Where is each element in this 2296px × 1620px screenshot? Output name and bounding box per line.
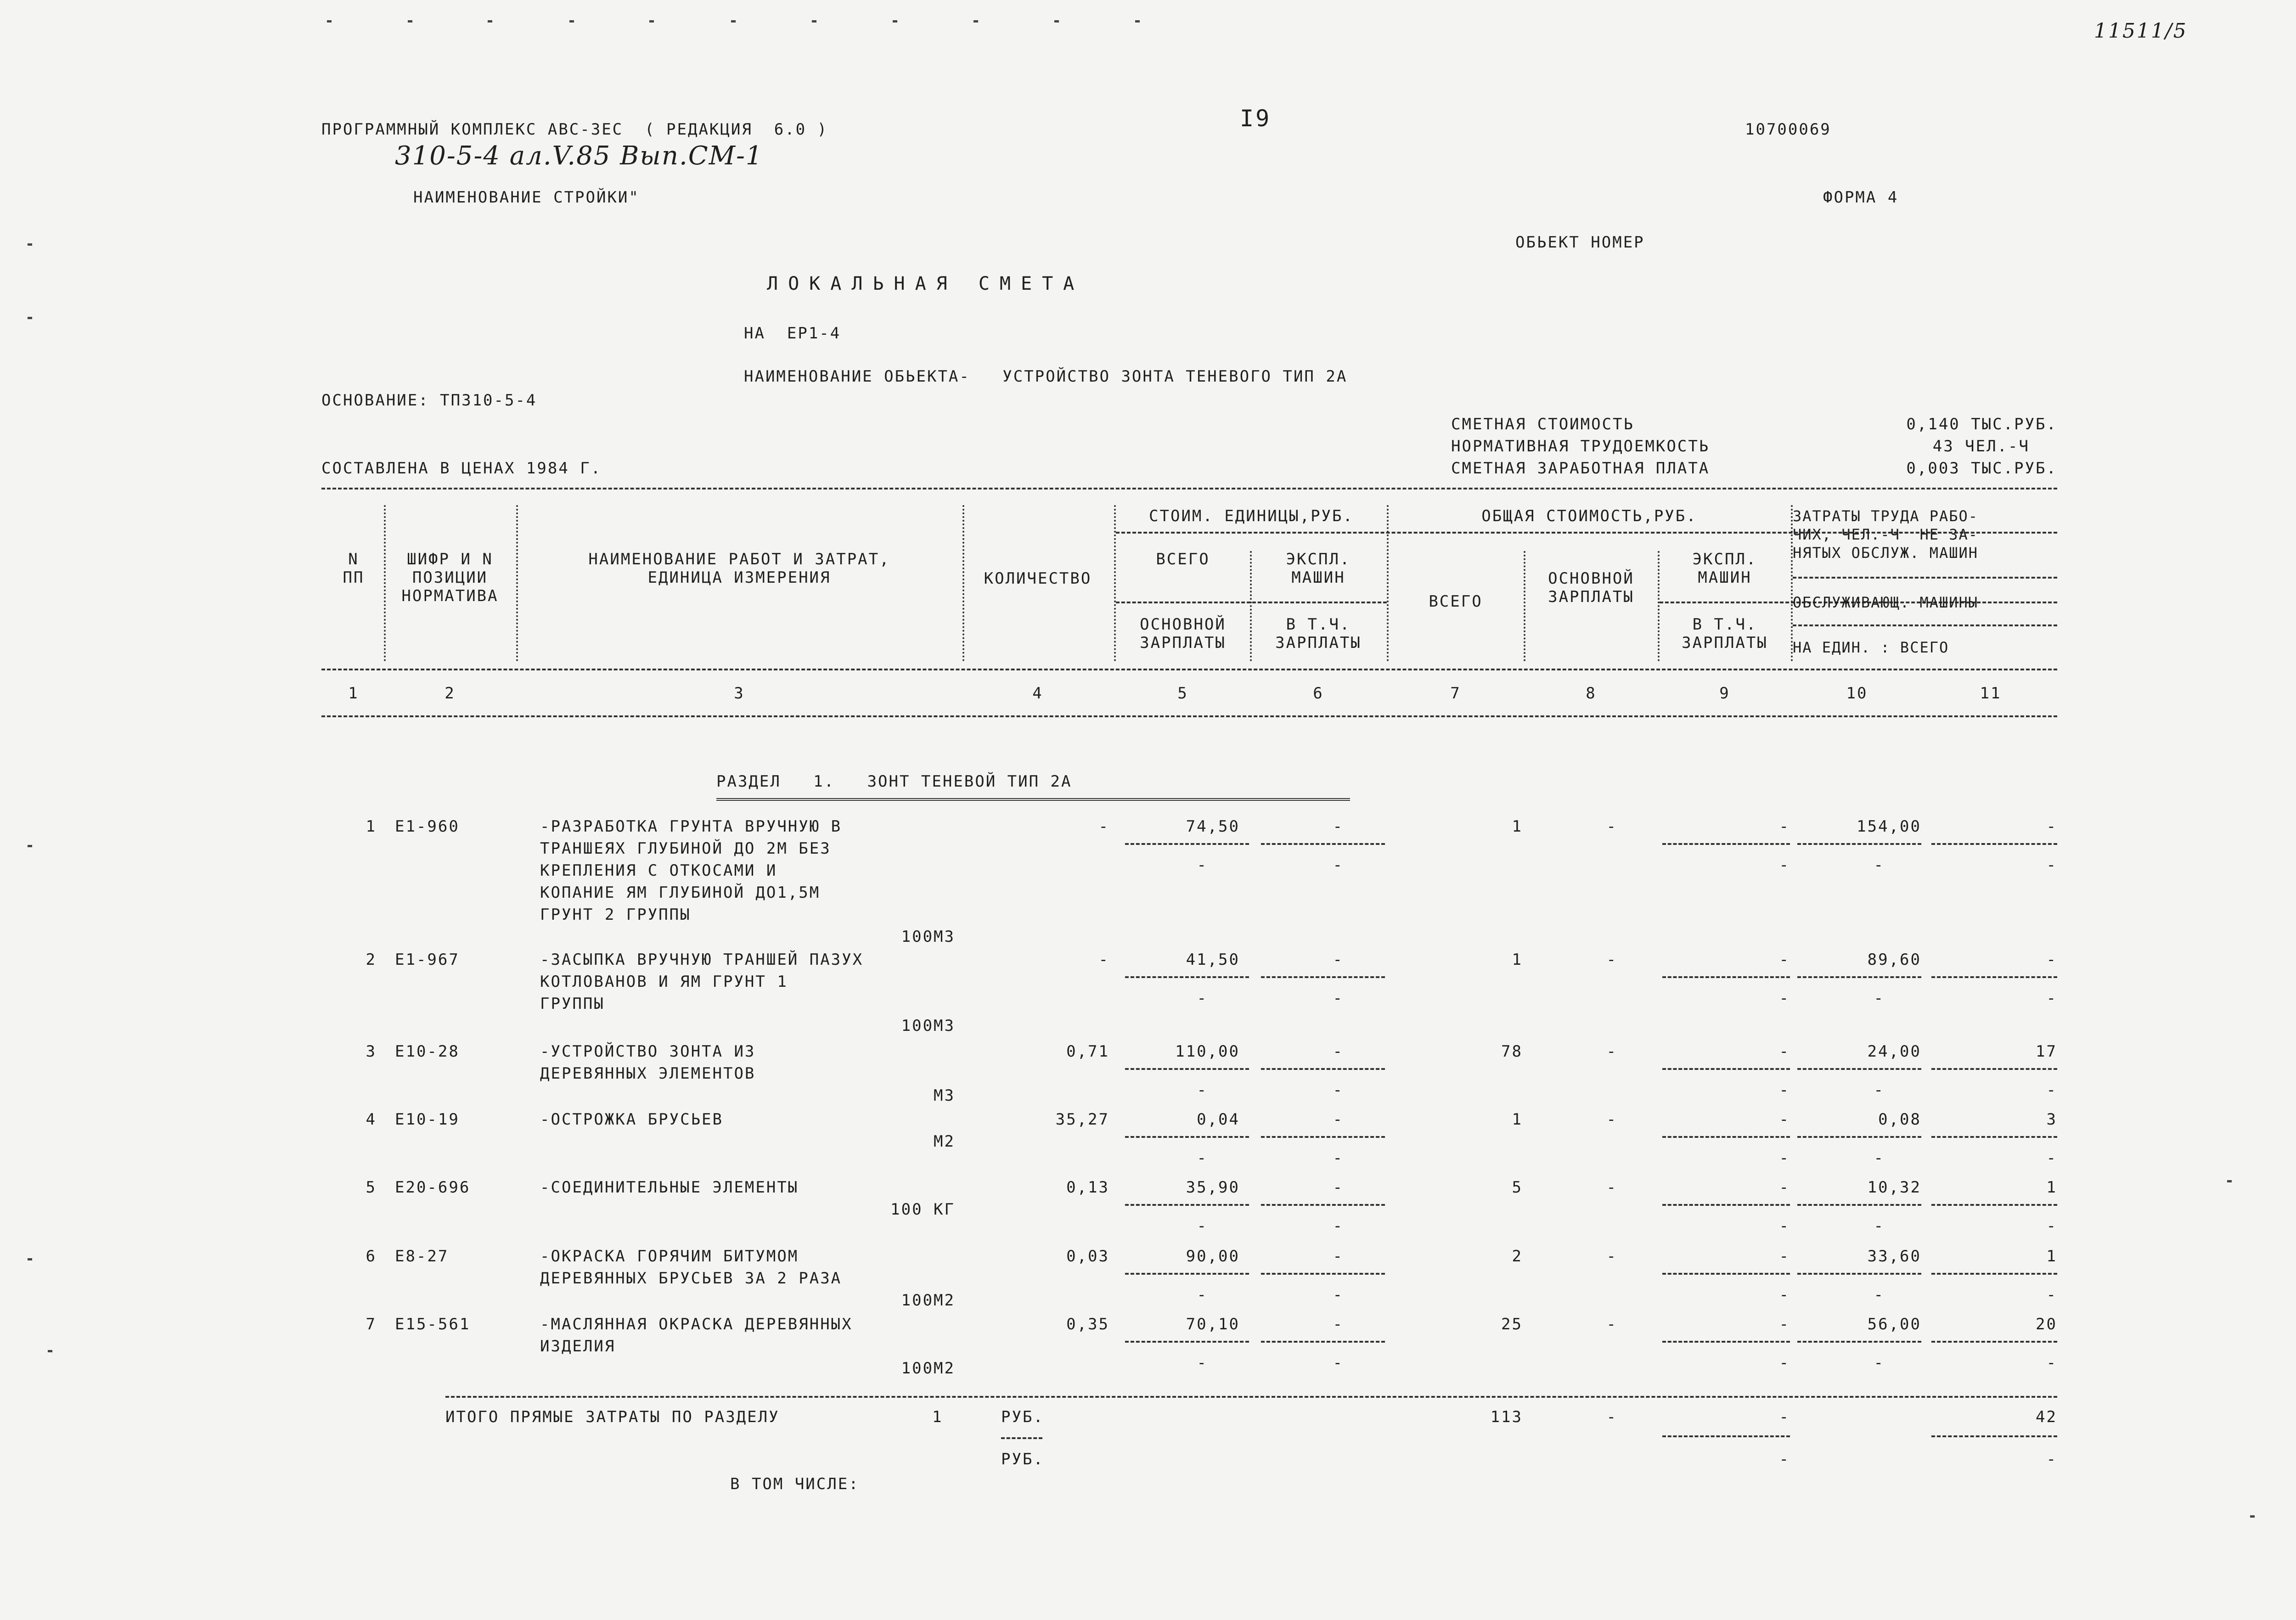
row-name-line: ИЗДЕЛИЯ — [540, 1337, 616, 1356]
row-unit-machines: - — [1333, 1042, 1344, 1061]
row-labor-total: 3 — [2046, 1110, 2057, 1129]
table-top-rule — [321, 488, 2057, 489]
row-name-line: -ЗАСЫПКА ВРУЧНУЮ ТРАНШЕЙ ПАЗУХ — [540, 951, 864, 969]
row-labor-rule — [1797, 843, 1921, 845]
row-machines-wage: - — [1779, 1217, 1790, 1235]
row-unit-rule — [1261, 1136, 1385, 1138]
row-unit-rule — [1261, 1204, 1385, 1206]
row-unit-total: 0,04 — [1197, 1110, 1240, 1129]
row-unit-rule — [1125, 1068, 1249, 1070]
summary-value: 43 ЧЕЛ.-Ч — [1932, 437, 2030, 456]
totals-total: 113 — [1490, 1408, 1523, 1426]
row-name-line: -РАЗРАБОТКА ГРУНТА ВРУЧНУЮ В — [540, 817, 842, 836]
row-unit-base-wage: - — [1197, 1354, 1208, 1372]
column-number: 11 — [1980, 684, 2002, 703]
header-total-machines: ЭКСПЛ. МАШИН — [1692, 550, 1757, 587]
summary-label: СМЕТНАЯ ЗАРАБОТНАЯ ПЛАТА — [1451, 459, 1710, 478]
row-base-wage: - — [1606, 951, 1617, 969]
row-name-line: -УСТРОЙСТВО ЗОНТА ИЗ — [540, 1042, 756, 1061]
row-number: 5 — [366, 1178, 377, 1197]
row-code: Е20-696 — [395, 1178, 471, 1197]
row-labor-rule — [1797, 1341, 1921, 1343]
row-unit-incl-wage: - — [1333, 1149, 1344, 1167]
row-unit: 100М3 — [901, 1017, 955, 1035]
row-unit-machines: - — [1333, 817, 1344, 836]
row-number: 1 — [366, 817, 377, 836]
row-machines: - — [1779, 1247, 1790, 1266]
basis: ОСНОВАНИЕ: ТП310-5-4 — [321, 391, 537, 410]
row-unit-total: 35,90 — [1186, 1178, 1240, 1197]
row-name-line: КРЕПЛЕНИЯ С ОТКОСАМИ И — [540, 861, 777, 880]
form-label: ФОРМА 4 — [1823, 188, 1899, 207]
row-unit-rule — [1261, 1068, 1385, 1070]
header-unit-machines: ЭКСПЛ. МАШИН — [1286, 550, 1351, 587]
row-unit-incl-wage: - — [1333, 1217, 1344, 1235]
row-labor-unit-machines: - — [1874, 989, 1885, 1007]
row-name-line: ДЕРЕВЯННЫХ БРУСЬЕВ ЗА 2 РАЗА — [540, 1269, 842, 1288]
row-unit-rule — [1261, 843, 1385, 845]
column-number: 9 — [1719, 684, 1730, 703]
row-name-line: ДЕРЕВЯННЫХ ЭЛЕМЕНТОВ — [540, 1064, 756, 1083]
row-labor-unit: 33,60 — [1867, 1247, 1921, 1266]
row-quantity: 0,35 — [1066, 1315, 1109, 1333]
row-name-line: -ОКРАСКА ГОРЯЧИМ БИТУМОМ — [540, 1247, 799, 1266]
row-total: 1 — [1512, 1110, 1523, 1129]
row-unit-rule — [1125, 1136, 1249, 1138]
row-total: 78 — [1501, 1042, 1523, 1061]
row-labor-unit: 89,60 — [1867, 951, 1921, 969]
row-name-line: КОТЛОВАНОВ И ЯМ ГРУНТ 1 — [540, 973, 788, 991]
row-labor-rule — [1931, 843, 2057, 845]
row-unit-rule — [1125, 1204, 1249, 1206]
row-unit-incl-wage: - — [1333, 1354, 1344, 1372]
construction-name-label: НАИМЕНОВАНИЕ СТРОЙКИ" — [413, 188, 640, 207]
column-separator — [1387, 505, 1389, 661]
row-code: Е1-960 — [395, 817, 460, 836]
row-labor-rule — [1931, 1204, 2057, 1206]
column-number: 6 — [1313, 684, 1324, 703]
row-number: 3 — [366, 1042, 377, 1061]
row-total: 2 — [1512, 1247, 1523, 1266]
row-labor-total-machines: - — [2046, 989, 2057, 1007]
totals-labor-machines: - — [2046, 1450, 2057, 1468]
row-labor-rule — [1797, 1068, 1921, 1070]
row-unit-rule — [1125, 1341, 1249, 1343]
row-base-wage: - — [1606, 1315, 1617, 1333]
row-name-line: ГРУНТ 2 ГРУППЫ — [540, 906, 691, 924]
row-labor-unit-machines: - — [1874, 1286, 1885, 1304]
column-number: 3 — [734, 684, 745, 703]
summary-value: 0,140 ТЫС.РУБ. — [1906, 415, 2057, 433]
totals-currency-wage: РУБ. — [1001, 1450, 1044, 1468]
price-basis: СОСТАВЛЕНА В ЦЕНАХ 1984 Г. — [321, 459, 602, 478]
row-unit-rule — [1125, 1273, 1249, 1275]
including-label: В ТОМ ЧИСЛЕ: — [730, 1475, 860, 1493]
row-labor-rule — [1931, 1068, 2057, 1070]
row-machines-rule — [1662, 843, 1790, 845]
row-name-line: -МАСЛЯННАЯ ОКРАСКА ДЕРЕВЯННЫХ — [540, 1315, 853, 1333]
row-unit-rule — [1261, 1341, 1385, 1343]
corner-mark: 11511/5 — [2094, 19, 2188, 43]
row-labor-rule — [1797, 976, 1921, 978]
row-machines-rule — [1662, 1068, 1790, 1070]
column-number: 2 — [445, 684, 456, 703]
row-base-wage: - — [1606, 1247, 1617, 1266]
row-unit: 100М2 — [901, 1291, 955, 1310]
row-base-wage: - — [1606, 1042, 1617, 1061]
row-quantity: - — [1098, 951, 1109, 969]
row-unit-rule — [1125, 843, 1249, 845]
row-number: 6 — [366, 1247, 377, 1266]
header-col-quantity: КОЛИЧЕСТВО — [984, 569, 1092, 588]
row-labor-unit: 56,00 — [1867, 1315, 1921, 1333]
totals-labor-rule — [1931, 1435, 2057, 1437]
row-name-line: -ОСТРОЖКА БРУСЬЕВ — [540, 1110, 723, 1129]
row-machines: - — [1779, 1315, 1790, 1333]
row-labor-total: 17 — [2036, 1042, 2057, 1061]
row-unit: М3 — [934, 1086, 955, 1105]
totals-rule — [445, 1396, 2057, 1398]
row-name-line: ГРУППЫ — [540, 995, 605, 1013]
row-unit-incl-wage: - — [1333, 1081, 1344, 1099]
row-code: Е1-967 — [395, 951, 460, 969]
row-labor-rule — [1797, 1204, 1921, 1206]
page-number: I9 — [1240, 105, 1272, 132]
row-code: Е15-561 — [395, 1315, 471, 1333]
totals-currency-rule — [1001, 1437, 1042, 1439]
row-unit-machines: - — [1333, 951, 1344, 969]
row-name-line: -СОЕДИНИТЕЛЬНЫЕ ЭЛЕМЕНТЫ — [540, 1178, 799, 1197]
row-machines: - — [1779, 1042, 1790, 1061]
row-unit-rule — [1125, 976, 1249, 978]
row-unit-total: 70,10 — [1186, 1315, 1240, 1333]
row-base-wage: - — [1606, 1110, 1617, 1129]
row-number: 2 — [366, 951, 377, 969]
row-labor-unit: 24,00 — [1867, 1042, 1921, 1061]
header-total-base-wage: ОСНОВНОЙ ЗАРПЛАТЫ — [1548, 569, 1634, 606]
row-base-wage: - — [1606, 817, 1617, 836]
row-machines: - — [1779, 1178, 1790, 1197]
row-unit-base-wage: - — [1197, 856, 1208, 874]
column-separator — [516, 505, 518, 661]
estimate-target: НА ЕР1-4 — [744, 324, 841, 343]
row-labor-unit-machines: - — [1874, 1354, 1885, 1372]
row-labor-unit-machines: - — [1874, 856, 1885, 874]
section-underline — [716, 798, 1350, 801]
row-labor-unit: 0,08 — [1878, 1110, 1921, 1129]
totals-machines-rule — [1662, 1435, 1790, 1437]
row-labor-rule — [1931, 976, 2057, 978]
column-numbers-rule — [321, 715, 2057, 717]
summary-label: НОРМАТИВНАЯ ТРУДОЕМКОСТЬ — [1451, 437, 1710, 456]
row-machines-wage: - — [1779, 1149, 1790, 1167]
row-unit-incl-wage: - — [1333, 856, 1344, 874]
row-code: Е10-19 — [395, 1110, 460, 1129]
column-number: 10 — [1846, 684, 1868, 703]
row-machines-rule — [1662, 1136, 1790, 1138]
row-labor-rule — [1797, 1136, 1921, 1138]
totals-label: ИТОГО ПРЯМЫЕ ЗАТРАТЫ ПО РАЗДЕЛУ — [445, 1408, 780, 1426]
row-labor-total-machines: - — [2046, 856, 2057, 874]
row-labor-total: 20 — [2036, 1315, 2057, 1333]
handwritten-reference: 310-5-4 ал.V.85 Вып.СМ-1 — [395, 141, 763, 171]
header-total-all: ВСЕГО — [1429, 592, 1483, 611]
header-col-number: N ПП — [343, 550, 365, 587]
row-unit: 100М3 — [901, 928, 955, 946]
row-unit-total: 41,50 — [1186, 951, 1240, 969]
header-unit-cost: СТОИМ. ЕДИНИЦЫ,РУБ. — [1149, 507, 1354, 525]
header-col-code: ШИФР И N ПОЗИЦИИ НОРМАТИВА — [401, 550, 499, 605]
row-unit-base-wage: - — [1197, 1217, 1208, 1235]
row-machines-rule — [1662, 1204, 1790, 1206]
row-code: Е10-28 — [395, 1042, 460, 1061]
row-base-wage: - — [1606, 1178, 1617, 1197]
row-labor-total: - — [2046, 817, 2057, 836]
row-unit-base-wage: - — [1197, 1081, 1208, 1099]
totals-base-wage: - — [1606, 1408, 1617, 1426]
row-machines: - — [1779, 951, 1790, 969]
row-quantity: 0,13 — [1066, 1178, 1109, 1197]
row-unit-total: 74,50 — [1186, 817, 1240, 836]
row-number: 7 — [366, 1315, 377, 1333]
row-unit-total: 110,00 — [1175, 1042, 1240, 1061]
row-unit-rule — [1261, 1273, 1385, 1275]
row-name-line: ТРАНШЕЯХ ГЛУБИНОЙ ДО 2М БЕЗ — [540, 839, 831, 858]
header-total-cost: ОБЩАЯ СТОИМОСТЬ,РУБ. — [1481, 507, 1697, 525]
row-labor-unit: 154,00 — [1857, 817, 1921, 836]
row-number: 4 — [366, 1110, 377, 1129]
row-machines-wage: - — [1779, 1286, 1790, 1304]
program-name: ПРОГРАММНЫЙ КОМПЛЕКС АВС-ЗЕС ( РЕДАКЦИЯ 6.0 ) — [321, 120, 828, 139]
header-inner-rule — [1793, 577, 2057, 579]
row-labor-total: 1 — [2046, 1178, 2057, 1197]
column-number: 1 — [348, 684, 359, 703]
row-machines: - — [1779, 817, 1790, 836]
header-col-name: НАИМЕНОВАНИЕ РАБОТ И ЗАТРАТ, ЕДИНИЦА ИЗМЕРЕНИЯ — [588, 550, 890, 587]
column-number: 5 — [1177, 684, 1188, 703]
row-machines-rule — [1662, 1273, 1790, 1275]
totals-section: 1 — [932, 1408, 943, 1426]
row-unit-machines: - — [1333, 1247, 1344, 1266]
row-machines-wage: - — [1779, 1081, 1790, 1099]
row-unit-base-wage: - — [1197, 1149, 1208, 1167]
section-title: РАЗДЕЛ 1. ЗОНТ ТЕНЕВОЙ ТИП 2А — [716, 772, 1072, 791]
row-unit: М2 — [934, 1132, 955, 1151]
row-unit: 100 КГ — [890, 1200, 955, 1219]
summary-label: СМЕТНАЯ СТОИМОСТЬ — [1451, 415, 1634, 433]
row-code: Е8-27 — [395, 1247, 449, 1266]
row-labor-total-machines: - — [2046, 1081, 2057, 1099]
row-quantity: - — [1098, 817, 1109, 836]
row-unit-base-wage: - — [1197, 1286, 1208, 1304]
document-title: ЛОКАЛЬНАЯ СМЕТА — [767, 273, 1085, 294]
row-machines-wage: - — [1779, 1354, 1790, 1372]
header-unit-total: ВСЕГО — [1156, 550, 1210, 568]
row-labor-unit-machines: - — [1874, 1149, 1885, 1167]
object-name: НАИМЕНОВАНИЕ ОБЬЕКТА- УСТРОЙСТВО ЗОНТА ТЕНЕВОГО ТИП 2А — [744, 367, 1348, 386]
row-unit-total: 90,00 — [1186, 1247, 1240, 1266]
row-machines-rule — [1662, 1341, 1790, 1343]
header-unit-base-wage: ОСНОВНОЙ ЗАРПЛАТЫ — [1140, 615, 1226, 652]
header-unit-incl-wage: В Т.Ч. ЗАРПЛАТЫ — [1275, 615, 1362, 652]
header-labor-service: ОБСЛУЖИВАЮЩ. МАШИНЫ — [1793, 594, 1979, 611]
row-machines: - — [1779, 1110, 1790, 1129]
row-labor-total-machines: - — [2046, 1354, 2057, 1372]
column-number: 4 — [1032, 684, 1043, 703]
row-total: 5 — [1512, 1178, 1523, 1197]
header-labor-split: НА ЕДИН. : ВСЕГО — [1793, 639, 1949, 656]
row-unit: 100М2 — [901, 1359, 955, 1378]
row-unit-machines: - — [1333, 1315, 1344, 1333]
row-unit-machines: - — [1333, 1110, 1344, 1129]
object-number-label: ОБЬЕКТ НОМЕР — [1515, 233, 1645, 252]
row-labor-rule — [1931, 1341, 2057, 1343]
doc-code: 10700069 — [1745, 120, 1831, 139]
row-labor-total: 1 — [2046, 1247, 2057, 1266]
row-unit-machines: - — [1333, 1178, 1344, 1197]
row-quantity: 0,03 — [1066, 1247, 1109, 1266]
row-quantity: 35,27 — [1055, 1110, 1109, 1129]
header-bottom-rule — [321, 669, 2057, 670]
row-quantity: 0,71 — [1066, 1042, 1109, 1061]
row-labor-unit: 10,32 — [1867, 1178, 1921, 1197]
header-labor: ЗАТРАТЫ ТРУДА РАБО- ЧИХ, ЧЕЛ.-Ч НЕ ЗА- НЯТЫХ ОБСЛУЖ. МАШИН — [1793, 507, 1979, 562]
row-unit-base-wage: - — [1197, 989, 1208, 1007]
row-machines-wage: - — [1779, 989, 1790, 1007]
row-name-line: КОПАНИЕ ЯМ ГЛУБИНОЙ ДО1,5М — [540, 883, 821, 902]
row-total: 1 — [1512, 951, 1523, 969]
row-total: 1 — [1512, 817, 1523, 836]
row-labor-rule — [1797, 1273, 1921, 1275]
column-separator — [1524, 551, 1525, 661]
row-machines-wage: - — [1779, 856, 1790, 874]
row-labor-rule — [1931, 1273, 2057, 1275]
totals-machines: - — [1779, 1408, 1790, 1426]
totals-currency: РУБ. — [1001, 1408, 1044, 1426]
header-inner-rule — [1116, 602, 1387, 603]
row-labor-total-machines: - — [2046, 1149, 2057, 1167]
row-unit-incl-wage: - — [1333, 1286, 1344, 1304]
row-labor-total-machines: - — [2046, 1217, 2057, 1235]
row-unit-incl-wage: - — [1333, 989, 1344, 1007]
row-total: 25 — [1501, 1315, 1523, 1333]
header-total-incl-wage: В Т.Ч. ЗАРПЛАТЫ — [1682, 615, 1768, 652]
column-number: 8 — [1586, 684, 1597, 703]
row-labor-rule — [1931, 1136, 2057, 1138]
header-inner-rule — [1793, 624, 2057, 626]
row-unit-rule — [1261, 976, 1385, 978]
row-machines-rule — [1662, 976, 1790, 978]
row-labor-total: - — [2046, 951, 2057, 969]
row-labor-total-machines: - — [2046, 1286, 2057, 1304]
row-labor-unit-machines: - — [1874, 1081, 1885, 1099]
column-number: 7 — [1450, 684, 1461, 703]
row-labor-unit-machines: - — [1874, 1217, 1885, 1235]
summary-value: 0,003 ТЫС.РУБ. — [1906, 459, 2057, 478]
totals-machines-wage: - — [1779, 1450, 1790, 1468]
totals-labor: 42 — [2036, 1408, 2057, 1426]
